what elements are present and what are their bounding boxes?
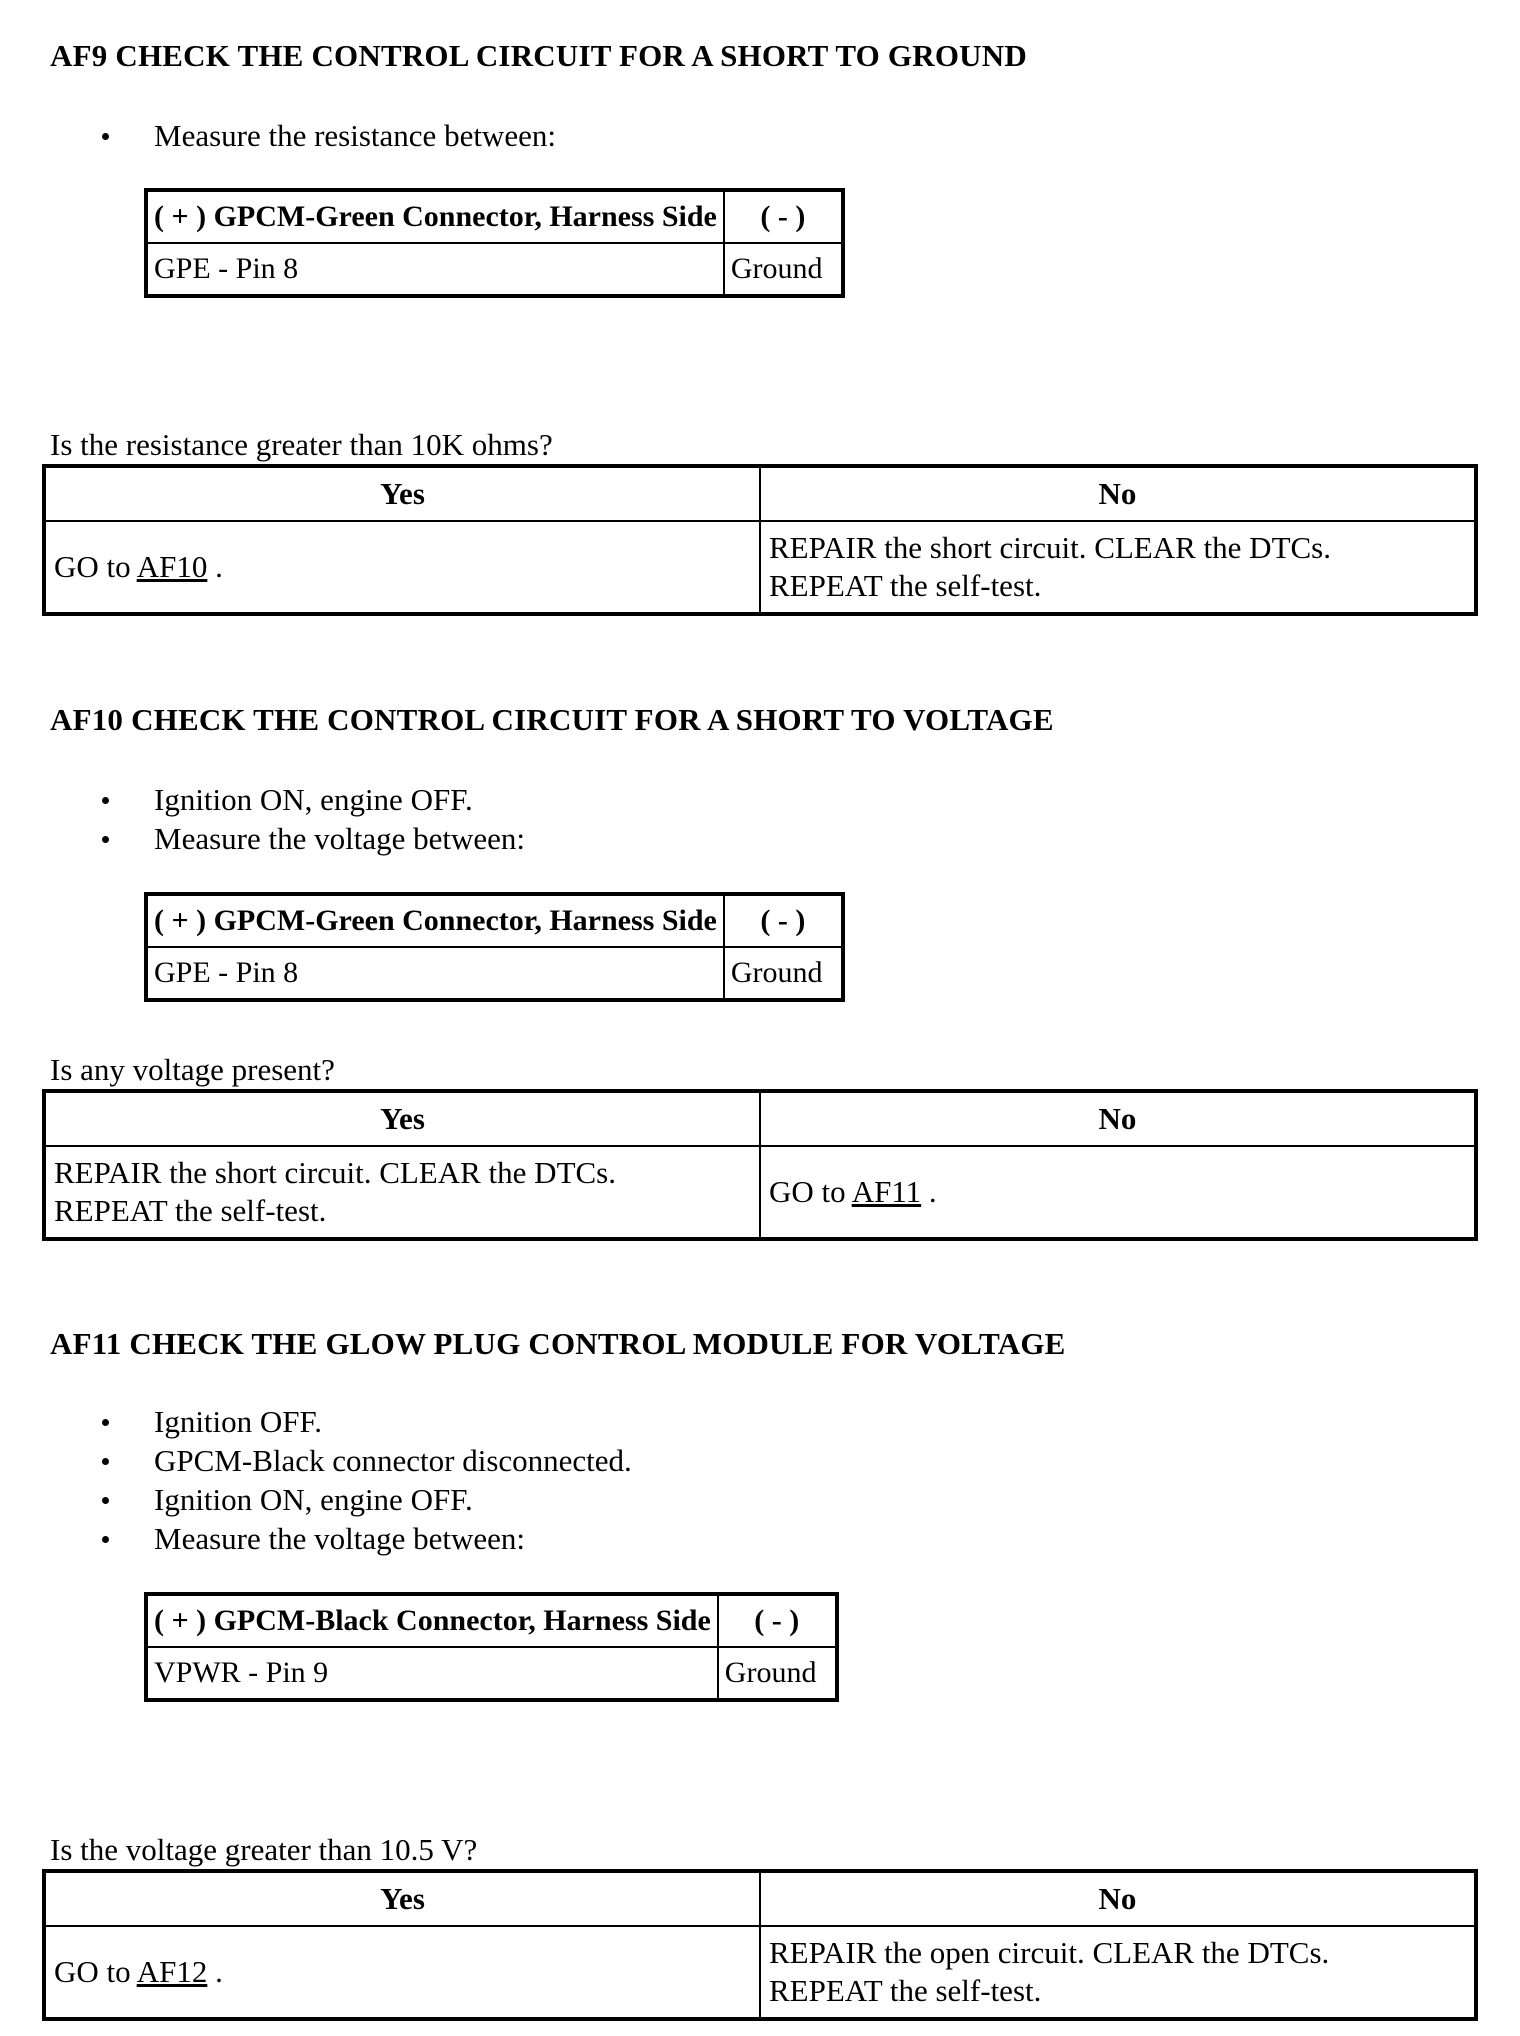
list-item: Measure the resistance between: [100, 116, 556, 155]
instruction-list [100, 780, 525, 858]
no-header: No [760, 1871, 1476, 1926]
yes-no-table [42, 1089, 1478, 1241]
action-suffix: . [921, 1174, 937, 1209]
no-action [760, 1926, 1476, 2019]
instruction-list [100, 116, 556, 155]
connector-header-positive: ( + ) GPCM-Green Connector, Harness Side [146, 190, 724, 243]
yes-action [44, 1146, 760, 1239]
connector-header-negative: ( - ) [718, 1594, 837, 1647]
yes-no-table [42, 1869, 1478, 2021]
no-header: No [760, 1091, 1476, 1146]
no-action [760, 1146, 1476, 1239]
yes-header: Yes [44, 1871, 760, 1926]
list-item: Measure the voltage between: [100, 1519, 632, 1558]
yes-no-table [42, 464, 1478, 616]
action-prefix: GO to [769, 1174, 852, 1209]
yes-header: Yes [44, 466, 760, 521]
yes-action [44, 521, 760, 614]
action-line-1: REPAIR the short circuit. CLEAR the DTCs. [769, 530, 1331, 565]
no-action [760, 521, 1476, 614]
af12-link[interactable]: AF12 [136, 1954, 208, 1989]
list-item: GPCM-Black connector disconnected. [100, 1441, 632, 1480]
action-suffix: . [207, 1954, 223, 1989]
step-heading-af11: AF11 CHECK THE GLOW PLUG CONTROL MODULE FOR VOLTAGE [50, 1326, 1066, 1361]
connector-table [144, 1592, 839, 1702]
action-line-1: REPAIR the open circuit. CLEAR the DTCs. [769, 1935, 1330, 1970]
connector-ground: Ground [724, 947, 843, 1000]
connector-header-negative: ( - ) [724, 894, 843, 947]
action-prefix: GO to [54, 549, 137, 584]
step-heading-af9: AF9 CHECK THE CONTROL CIRCUIT FOR A SHORT TO GROUND [50, 38, 1027, 73]
question-text: Is the voltage greater than 10.5 V? [50, 1832, 478, 1867]
question-text: Is the resistance greater than 10K ohms? [50, 427, 553, 462]
instruction-list [100, 1402, 632, 1558]
step-heading-af10: AF10 CHECK THE CONTROL CIRCUIT FOR A SHORT TO VOLTAGE [50, 702, 1054, 737]
connector-pin: GPE - Pin 8 [146, 243, 724, 296]
connector-header-positive: ( + ) GPCM-Black Connector, Harness Side [146, 1594, 718, 1647]
connector-ground: Ground [724, 243, 843, 296]
question-text: Is any voltage present? [50, 1052, 335, 1087]
connector-header-positive: ( + ) GPCM-Green Connector, Harness Side [146, 894, 724, 947]
action-line-1: REPAIR the short circuit. CLEAR the DTCs. [54, 1155, 616, 1190]
yes-action [44, 1926, 760, 2019]
yes-header: Yes [44, 1091, 760, 1146]
list-item: Ignition OFF. [100, 1402, 632, 1441]
connector-pin: GPE - Pin 8 [146, 947, 724, 1000]
action-line-2: REPEAT the self-test. [769, 1973, 1042, 2008]
list-item: Measure the voltage between: [100, 819, 525, 858]
no-header: No [760, 466, 1476, 521]
list-item: Ignition ON, engine OFF. [100, 780, 525, 819]
action-line-2: REPEAT the self-test. [769, 568, 1042, 603]
connector-pin: VPWR - Pin 9 [146, 1647, 718, 1700]
connector-ground: Ground [718, 1647, 837, 1700]
action-line-2: REPEAT the self-test. [54, 1193, 327, 1228]
action-suffix: . [207, 549, 223, 584]
connector-table [144, 188, 845, 298]
action-prefix: GO to [54, 1954, 137, 1989]
connector-header-negative: ( - ) [724, 190, 843, 243]
af10-link[interactable]: AF10 [136, 549, 208, 584]
list-item: Ignition ON, engine OFF. [100, 1480, 632, 1519]
connector-table [144, 892, 845, 1002]
af11-link[interactable]: AF11 [851, 1174, 922, 1209]
